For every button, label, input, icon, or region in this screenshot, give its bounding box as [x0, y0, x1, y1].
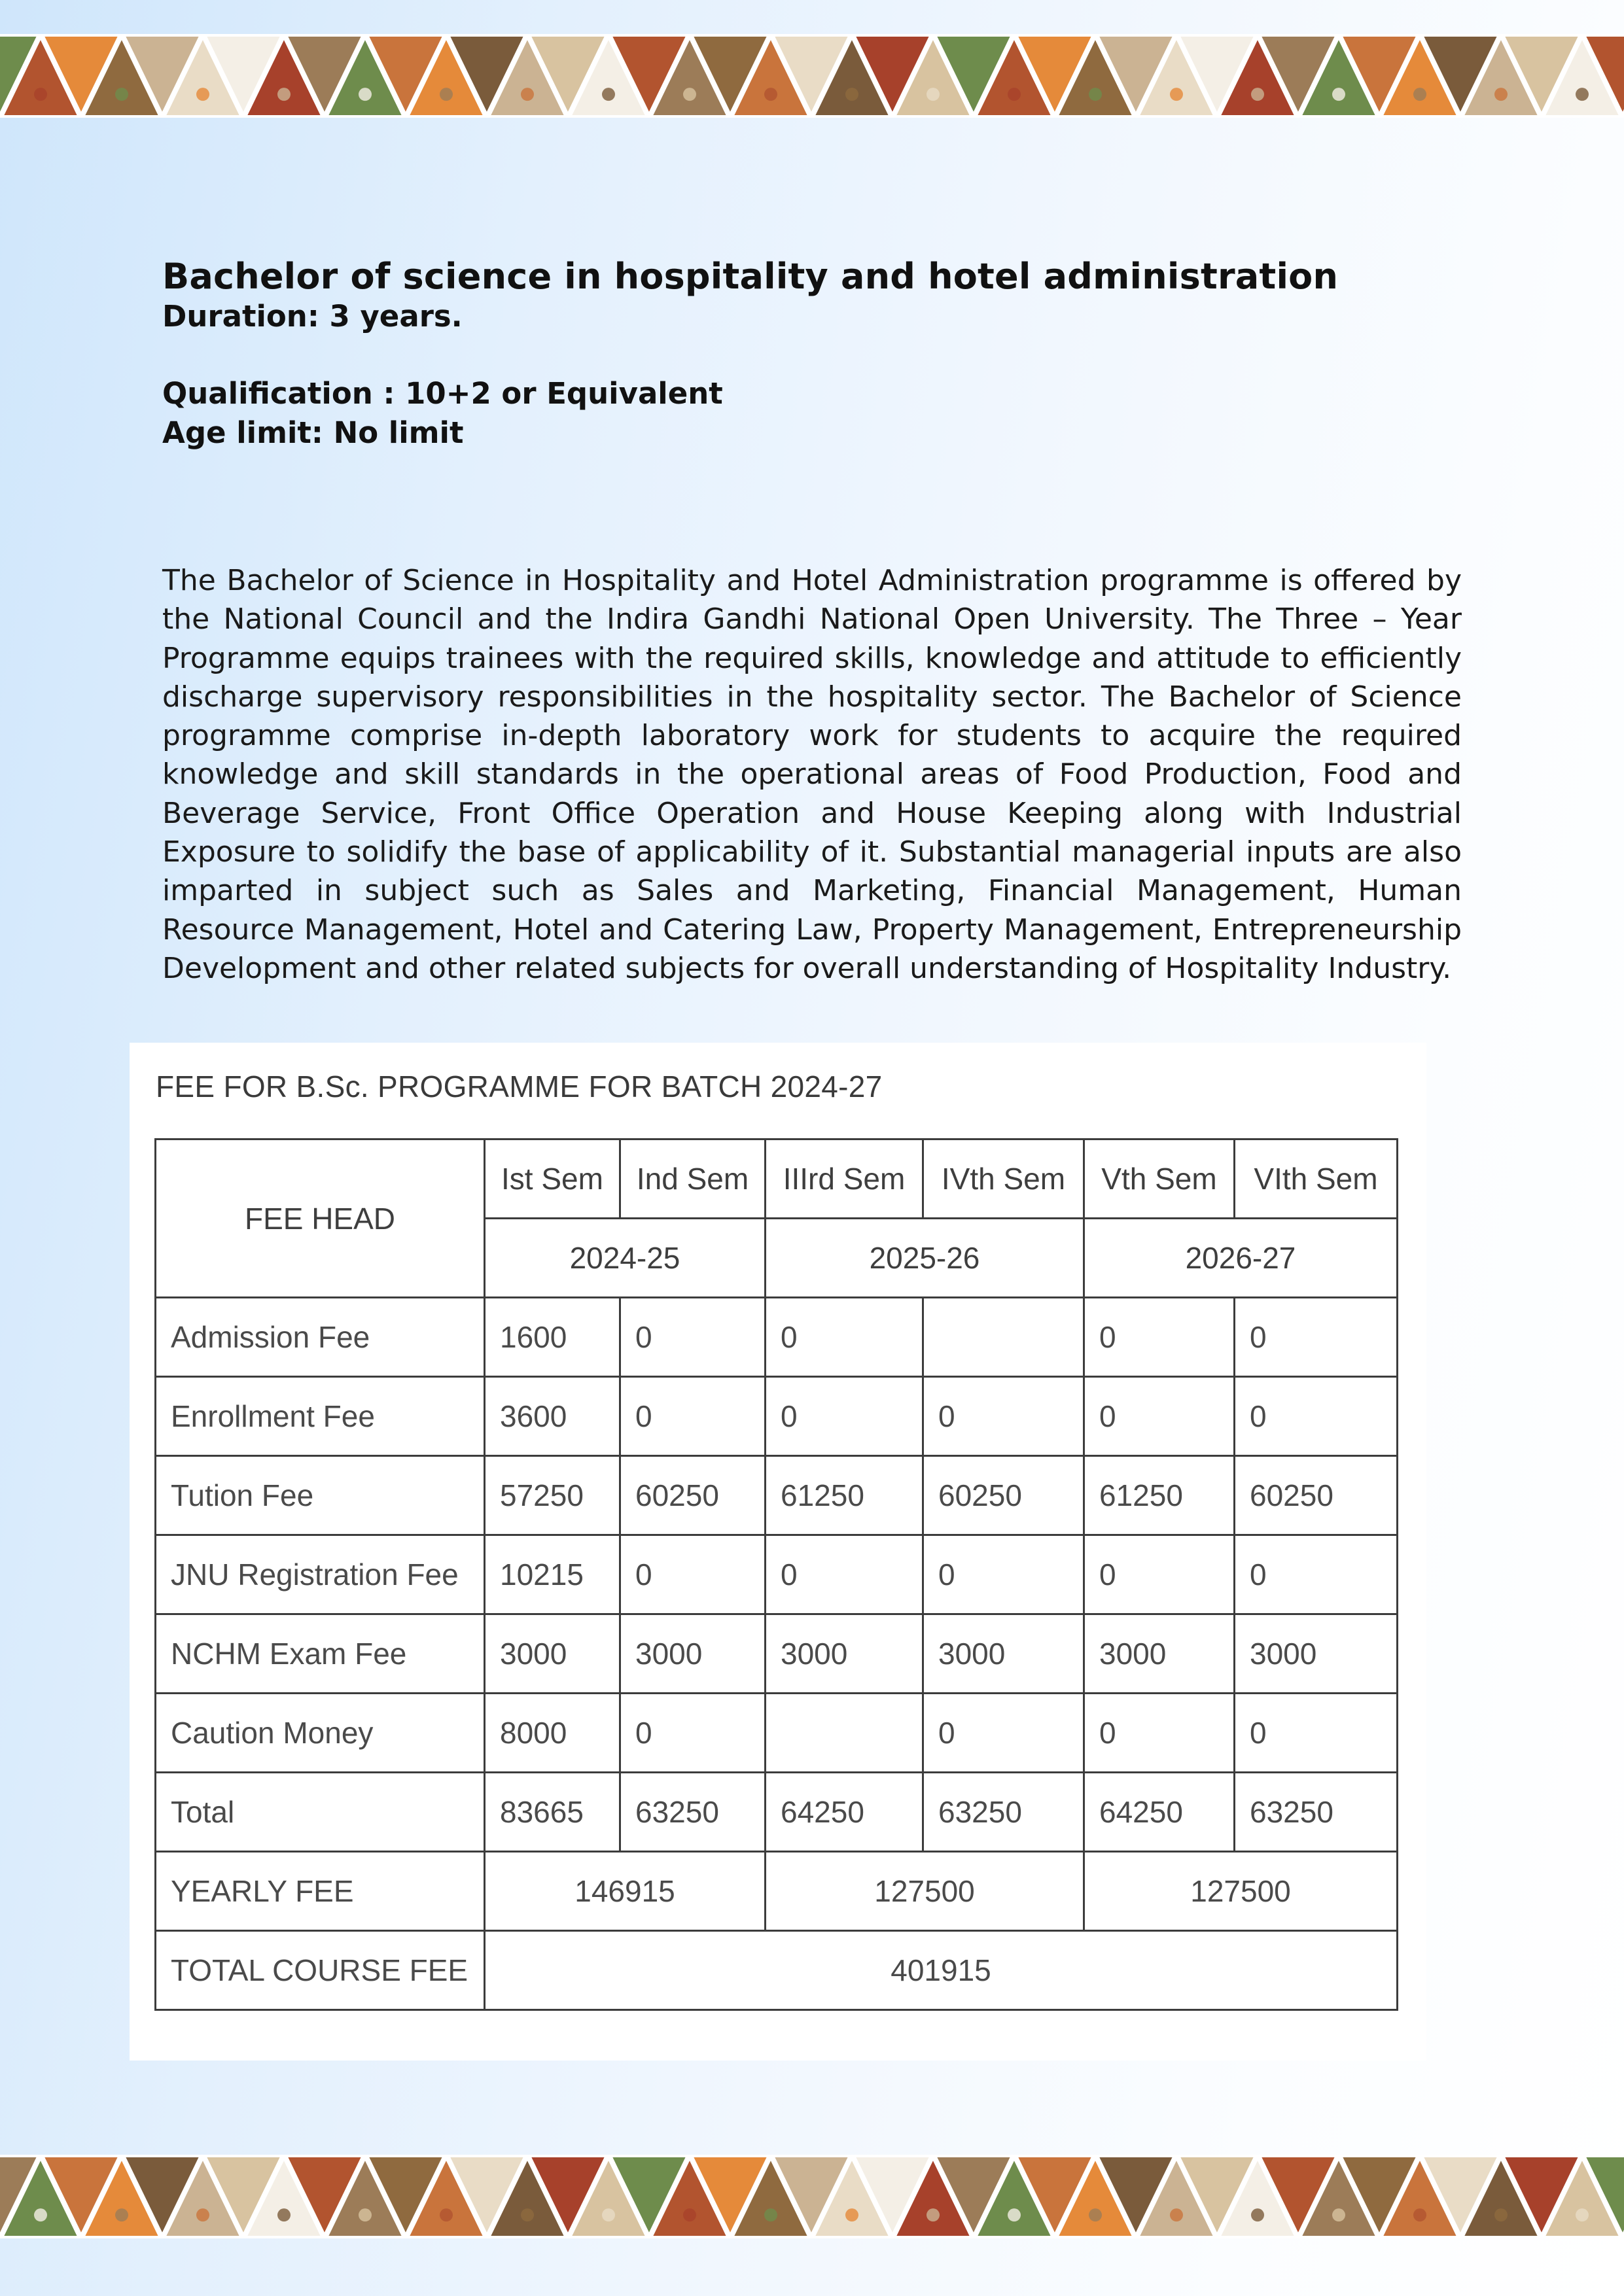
yearly-fee-value: 127500 [766, 1852, 1084, 1931]
fee-value-cell: 0 [766, 1377, 923, 1456]
border-tile-detail [602, 88, 615, 101]
fee-value-cell: 60250 [923, 1456, 1084, 1535]
border-tile-detail [1251, 2208, 1264, 2221]
yearly-fee-row [156, 1852, 1398, 1931]
fee-value-cell: 0 [923, 1535, 1084, 1614]
border-tile-detail [521, 88, 534, 101]
border-tile-detail [115, 88, 128, 101]
fee-head-header: FEE HEAD [156, 1139, 485, 1298]
fee-value-cell [766, 1694, 923, 1773]
programme-title: Bachelor of science in hospitality and hotel administration [162, 256, 1339, 297]
decorative-photo-border-bottom [0, 2155, 1624, 2238]
border-tile-detail [1008, 2208, 1021, 2221]
border-tile-detail [440, 2208, 453, 2221]
fee-value-cell: 64250 [1084, 1773, 1235, 1852]
fee-value-cell: 57250 [485, 1456, 620, 1535]
border-tile-detail [764, 2208, 777, 2221]
fee-head-cell: Enrollment Fee [156, 1377, 485, 1456]
programme-description: The Bachelor of Science in Hospitality and Hotel Administration programme is offered by the National Council and the Indira Gandhi National Open University. The Three – Year Programme equips trainees with the required skills, knowledge and attitude to efficiently discharge supervisory responsibilities in the hospitality sector. The Bachelor of Science programme comprise in-depth laboratory work for students to acquire the required knowledge and skill standards in the operational areas of Food Production, Food and Beverage Service, Front Office Operation and House Keeping along with Industrial Exposure to solidify the base of applicability of it. Substantial managerial inputs are also imparted in subject such as Sales and Marketing, Financial Management, Human Resource Management, Hotel and Catering Law, Property Management, Entrepreneurship Development and other related subjects for overall understanding of Hospitality Industry. [162, 564, 1462, 985]
fee-value-cell: 0 [620, 1298, 766, 1377]
border-tile-detail [440, 88, 453, 101]
yearly-fee-value: 127500 [1084, 1852, 1398, 1931]
fee-value-cell: 3000 [485, 1614, 620, 1694]
fee-value-cell: 0 [1235, 1694, 1398, 1773]
total-course-fee-label: TOTAL COURSE FEE [156, 1931, 485, 2010]
total-course-fee-value: 401915 [485, 1931, 1398, 2010]
fee-value-cell: 63250 [1235, 1773, 1398, 1852]
border-tile-detail [196, 88, 209, 101]
fee-value-cell: 0 [923, 1694, 1084, 1773]
fee-row [156, 1456, 1398, 1535]
fee-value-cell: 0 [1235, 1535, 1398, 1614]
programme-heading [162, 256, 1471, 453]
fee-value-cell: 63250 [923, 1773, 1084, 1852]
yearly-fee-value: 146915 [485, 1852, 766, 1931]
programme-duration: Duration: 3 years. [162, 299, 463, 334]
fee-value-cell: 0 [1084, 1377, 1235, 1456]
border-tile-detail [1494, 88, 1508, 101]
fee-row [156, 1773, 1398, 1852]
fee-value-cell: 60250 [1235, 1456, 1398, 1535]
fee-value-cell: 61250 [1084, 1456, 1235, 1535]
fee-table [154, 1138, 1398, 2011]
fee-panel [130, 1043, 1426, 2061]
border-tile-detail [1170, 88, 1183, 101]
semester-header-row [156, 1139, 1398, 1219]
fee-value-cell: 3000 [620, 1614, 766, 1694]
border-tile-detail [34, 88, 47, 101]
fee-table-title: FEE FOR B.Sc. PROGRAMME FOR BATCH 2024-27 [156, 1070, 883, 1104]
border-tile-detail [521, 2208, 534, 2221]
fee-row [156, 1614, 1398, 1694]
year-header: 2026-27 [1084, 1219, 1398, 1298]
fee-head-cell: JNU Registration Fee [156, 1535, 485, 1614]
fee-value-cell: 0 [620, 1694, 766, 1773]
total-course-fee-row [156, 1931, 1398, 2010]
fee-head-cell: NCHM Exam Fee [156, 1614, 485, 1694]
programme-age-limit: Age limit: No limit [162, 415, 464, 450]
fee-value-cell: 61250 [766, 1456, 923, 1535]
yearly-fee-label: YEARLY FEE [156, 1852, 485, 1931]
border-tile-detail [1170, 2208, 1183, 2221]
border-tile-detail [1413, 88, 1426, 101]
fee-value-cell: 3000 [923, 1614, 1084, 1694]
fee-value-cell: 3600 [485, 1377, 620, 1456]
border-tile-detail [927, 88, 940, 101]
fee-value-cell: 3000 [1084, 1614, 1235, 1694]
year-header: 2025-26 [766, 1219, 1084, 1298]
border-tile-detail [1413, 2208, 1426, 2221]
fee-row [156, 1535, 1398, 1614]
fee-value-cell: 0 [620, 1377, 766, 1456]
border-tile-detail [1089, 2208, 1102, 2221]
fee-value-cell: 0 [1235, 1377, 1398, 1456]
fee-value-cell: 0 [620, 1535, 766, 1614]
fee-head-cell: Tution Fee [156, 1456, 485, 1535]
border-tile-detail [1576, 88, 1589, 101]
fee-value-cell: 0 [1235, 1298, 1398, 1377]
border-tile-detail [927, 2208, 940, 2221]
border-tile-detail [683, 2208, 696, 2221]
border-tile-detail [1089, 88, 1102, 101]
fee-head-cell: Total [156, 1773, 485, 1852]
border-tile-detail [359, 2208, 372, 2221]
border-tile-detail [602, 2208, 615, 2221]
fee-value-cell: 10215 [485, 1535, 620, 1614]
fee-value-cell: 0 [1084, 1298, 1235, 1377]
fee-table-body [156, 1298, 1398, 1852]
semester-header: IVth Sem [923, 1139, 1084, 1219]
fee-value-cell: 0 [923, 1377, 1084, 1456]
border-tile-detail [1332, 88, 1345, 101]
border-tile-detail [764, 88, 777, 101]
border-tile-detail [845, 88, 858, 101]
fee-value-cell: 0 [1084, 1535, 1235, 1614]
fee-value-cell: 8000 [485, 1694, 620, 1773]
fee-value-cell: 3000 [1235, 1614, 1398, 1694]
fee-value-cell: 0 [766, 1298, 923, 1377]
border-tile-detail [845, 2208, 858, 2221]
border-tile-detail [1251, 88, 1264, 101]
fee-value-cell: 83665 [485, 1773, 620, 1852]
semester-header: VIth Sem [1235, 1139, 1398, 1219]
border-tile-detail [196, 2208, 209, 2221]
programme-qualification: Qualification : 10+2 or Equivalent [162, 376, 723, 411]
semester-header: Vth Sem [1084, 1139, 1235, 1219]
border-tile-detail [1332, 2208, 1345, 2221]
fee-row [156, 1377, 1398, 1456]
fee-value-cell [923, 1298, 1084, 1377]
fee-value-cell: 0 [1084, 1694, 1235, 1773]
border-tile-detail [34, 2208, 47, 2221]
fee-value-cell: 3000 [766, 1614, 923, 1694]
semester-header: Ind Sem [620, 1139, 766, 1219]
border-tile-detail [359, 88, 372, 101]
semester-header: IIIrd Sem [766, 1139, 923, 1219]
border-tile-detail [1576, 2208, 1589, 2221]
fee-value-cell: 64250 [766, 1773, 923, 1852]
border-tile-detail [115, 2208, 128, 2221]
fee-value-cell: 60250 [620, 1456, 766, 1535]
border-tile-detail [277, 88, 291, 101]
border-tile-detail [683, 88, 696, 101]
fee-head-cell: Admission Fee [156, 1298, 485, 1377]
fee-row [156, 1298, 1398, 1377]
decorative-photo-border-top [0, 34, 1624, 118]
fee-value-cell: 63250 [620, 1773, 766, 1852]
border-tile-detail [1008, 88, 1021, 101]
border-tile-detail [277, 2208, 291, 2221]
fee-value-cell: 0 [766, 1535, 923, 1614]
fee-row [156, 1694, 1398, 1773]
fee-value-cell: 1600 [485, 1298, 620, 1377]
border-tile-detail [1494, 2208, 1508, 2221]
fee-head-cell: Caution Money [156, 1694, 485, 1773]
semester-header: Ist Sem [485, 1139, 620, 1219]
year-header: 2024-25 [485, 1219, 766, 1298]
